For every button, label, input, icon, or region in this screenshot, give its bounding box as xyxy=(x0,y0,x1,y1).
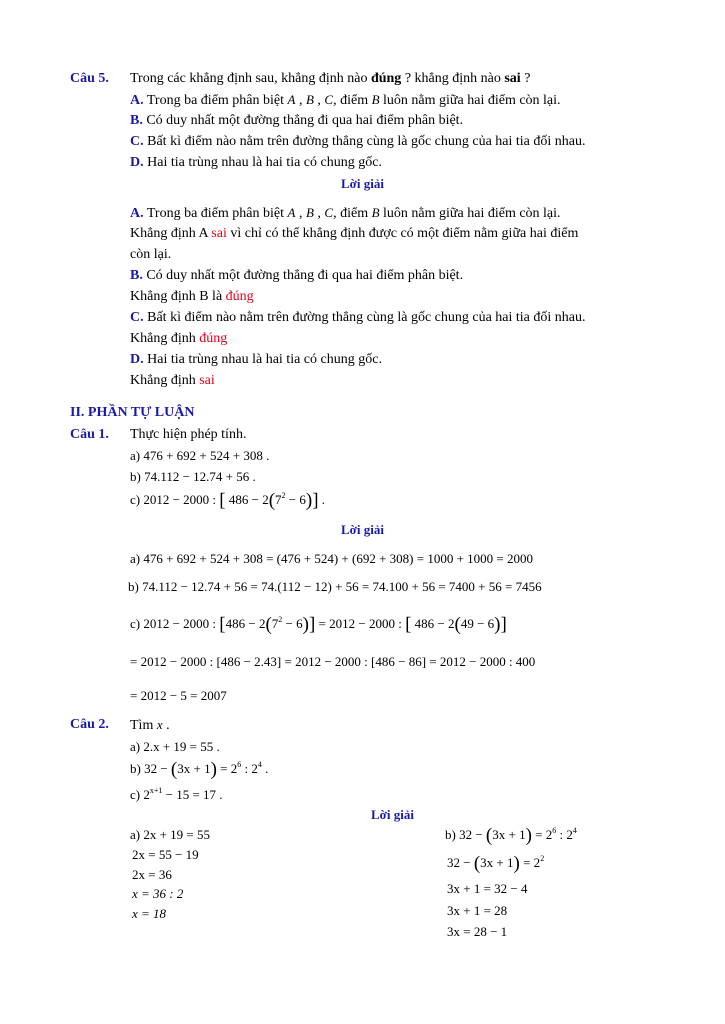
q5-label: Câu 5. xyxy=(70,71,109,86)
q2-part-b: b) $32 - (3x + 1) = 2^6$ : $2^4$ . xyxy=(130,759,269,780)
q2-solution-title: Lời giải xyxy=(371,807,414,822)
q2-sol-left-2: 2x = 55 − 19 xyxy=(132,847,199,862)
q1-sol-c-line1: c) 2012 − 2000 : $[486 - 2(7^2 - 6)] = 2012 - 2000$ : [ 486 − 2(49 − 6)] xyxy=(130,614,507,635)
q5-sol-a: A. Trong ba điểm phân biệt A , B , C, điểm B luôn nằm giữa hai điểm còn lại. xyxy=(130,205,561,221)
q5-sol-d: D. Hai tia trùng nhau là hai tia có chung gốc. xyxy=(130,352,382,367)
q5-sol-a-judgement-cont: còn lại. xyxy=(130,247,172,262)
q2-sol-right-5: 3x = 28 − 1 xyxy=(447,924,508,939)
section-title: II. PHẦN TỰ LUẬN xyxy=(70,405,195,420)
q5-sol-b-judgement: Khẳng định B là đúng xyxy=(130,289,254,304)
q5-sol-b: B. Có duy nhất một đường thẳng đi qua hai điểm phân biệt. xyxy=(130,268,464,283)
q1-sol-c-line2: = 2012 − 2000 : [486 − 2.43] = 2012 − 2000 : [486 − 86] = 2012 − 2000 : 400 xyxy=(130,654,536,669)
q5-sol-c: C. Bất kì điểm nào nằm trên đường thẳng cùng là gốc chung của hai tia đối nhau. xyxy=(130,310,586,325)
q2-part-a: a) 2.x + 19 = 55 . xyxy=(130,739,220,754)
q2-sol-right-1: b) $32 - (3x + 1) = 2^6$ : $2^4$ xyxy=(445,825,577,846)
q1-sol-c-line3: = 2012 − 5 = 2007 xyxy=(130,688,227,703)
q2-sol-left-5: x = 18 xyxy=(132,906,167,921)
q5-solution-title: Lời giải xyxy=(341,176,384,191)
q1-part-a: a) 476 + 692 + 524 + 308 . xyxy=(130,448,270,463)
q2-header xyxy=(70,716,109,734)
q2-sol-left-3: 2x = 36 xyxy=(132,867,172,882)
q2-part-c: c) $2^{x+1} - 15 = 17$ . xyxy=(130,786,223,802)
q2-sol-right-2: $32 - (3x + 1) = 2^2$ xyxy=(447,853,545,874)
q5-option-d: D. Hai tia trùng nhau là hai tia có chung gốc. xyxy=(130,155,382,170)
q1-part-c: c) 2012 − 2000 : [ $486 - 2(7^2 - 6)$] . xyxy=(130,490,326,511)
q2-label: Câu 2. xyxy=(70,717,109,732)
q2-sol-right-4: 3x + 1 = 28 xyxy=(447,903,508,918)
q5-prompt: Trong các khẳng định sau, khẳng định nào đúng ? khẳng định nào sai ? xyxy=(130,71,531,86)
q5-option-b: B. Có duy nhất một đường thẳng đi qua hai điểm phân biệt. xyxy=(130,113,464,128)
q1-label: Câu 1. xyxy=(70,427,109,442)
q1-solution-title: Lời giải xyxy=(341,522,384,537)
q2-sol-left-1: a) 2x + 19 = 55 xyxy=(130,827,211,842)
q2-sol-right-3: 3x + 1 = 32 − 4 xyxy=(447,881,528,896)
q1-sol-a: a) 476 + 692 + 524 + 308 = (476 + 524) + (692 + 308) = 1000 + 1000 = 2000 xyxy=(130,551,533,566)
q5-option-a: A. Trong ba điểm phân biệt A , B , C, điểm B luôn nằm giữa hai điểm còn lại. xyxy=(130,92,561,108)
q5-sol-d-judgement: Khẳng định sai xyxy=(130,373,215,388)
q2-prompt: Tìm x . xyxy=(130,717,170,733)
q1-part-b: b) 74.112 − 12.74 + 56 . xyxy=(130,469,256,484)
q1-sol-b: b) 74.112 − 12.74 + 56 = 74.(112 − 12) + 56 = 74.100 + 56 = 7400 + 56 = 7456 xyxy=(128,579,542,594)
q2-sol-left-4: x = 36 : 2 xyxy=(132,886,184,901)
q1-header xyxy=(70,426,109,444)
q5-header xyxy=(70,70,109,88)
q5-sol-c-judgement: Khẳng định đúng xyxy=(130,331,228,346)
q1-prompt: Thực hiện phép tính. xyxy=(130,427,247,442)
q5-option-c: C. Bất kì điểm nào nằm trên đường thẳng cùng là gốc chung của hai tia đối nhau. xyxy=(130,134,586,149)
q5-sol-a-judgement: Khẳng định A sai vì chỉ có thể khẳng định được có một điểm nằm giữa hai điểm xyxy=(130,226,579,241)
